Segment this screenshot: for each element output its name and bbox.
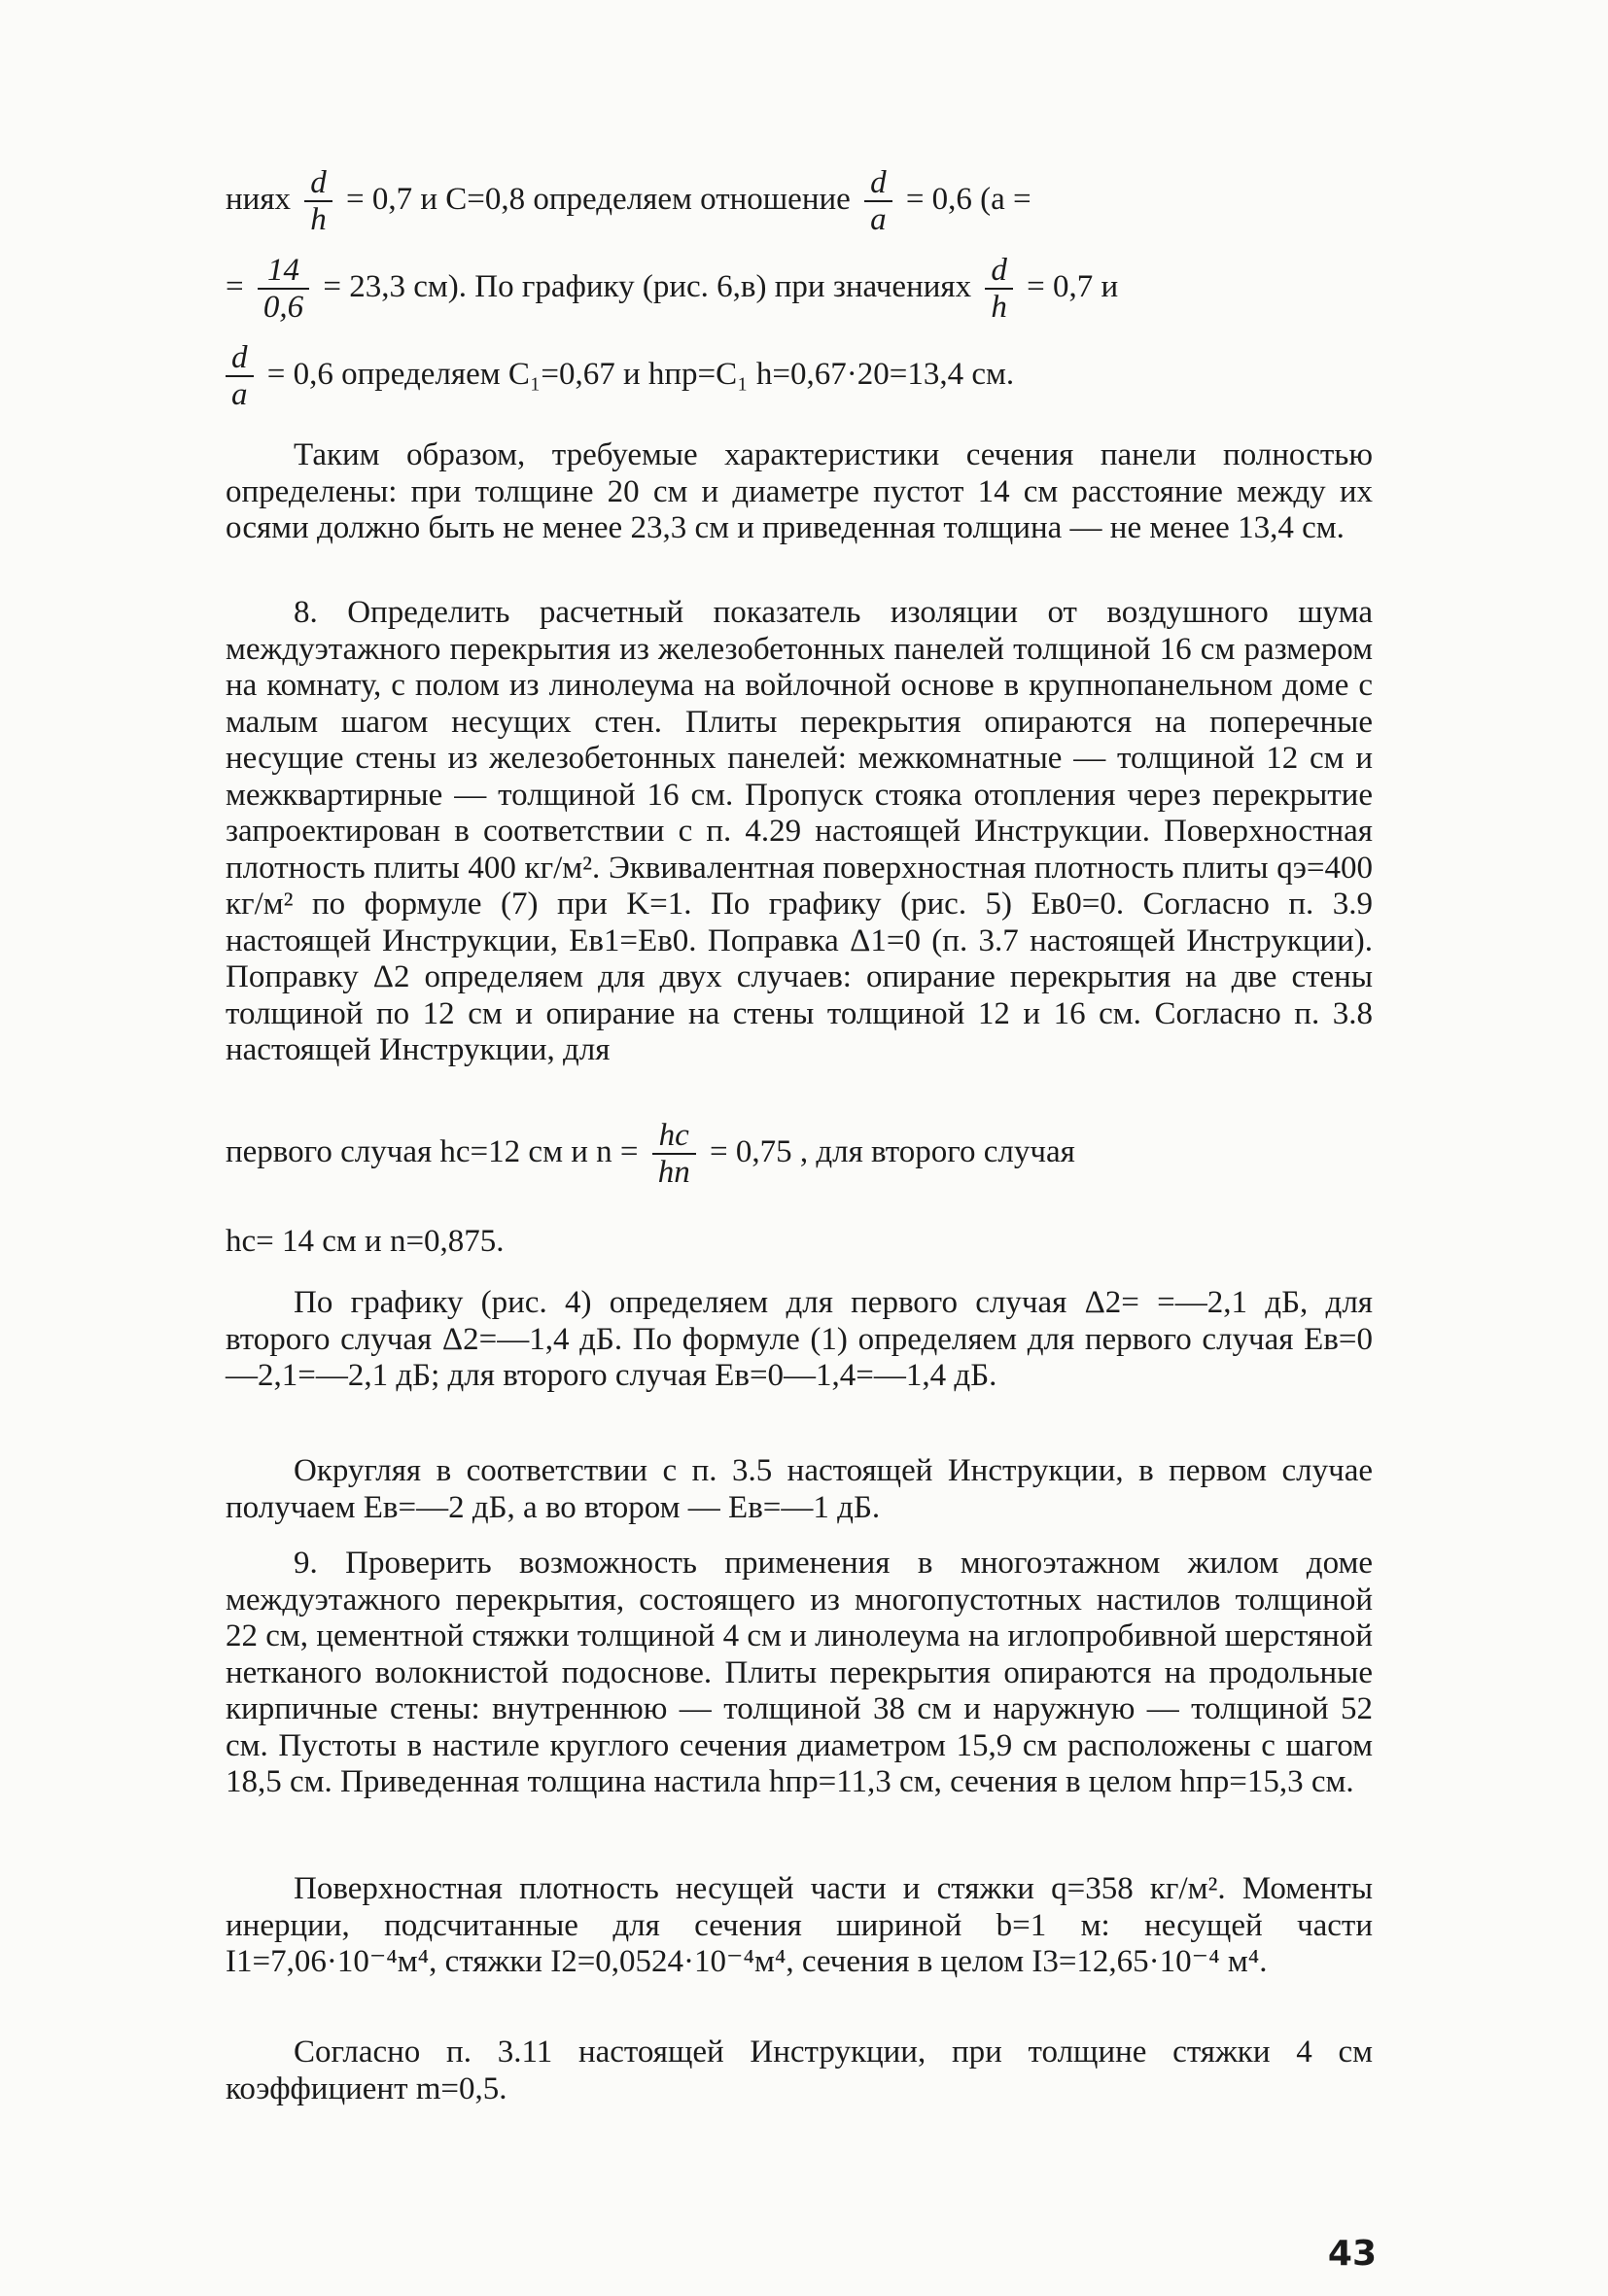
fraction-denominator: hп bbox=[657, 1155, 690, 1191]
fraction-hc-over-hp bbox=[652, 1118, 696, 1191]
fraction-numerator: d bbox=[304, 165, 332, 202]
text-fragment: первого случая hс=12 см и n = bbox=[226, 1133, 639, 1169]
fraction-denominator: h bbox=[310, 202, 327, 238]
fraction-numerator: 14 bbox=[258, 253, 309, 290]
paragraph-surface-density: Поверхностная плотность несущей части и стяжки q=358 кг/м². Моменты инерции, подсчитанные для сечения шириной b=1 м: несущей части I1=7,06·10⁻⁴м⁴, стяжки I2=0,0524·10⁻⁴м⁴, сечения в целом I3=12,65·10⁻⁴ м⁴. bbox=[226, 1871, 1373, 1979]
text-fragment: = 0,6 определяем C₁=0,67 и hпр=C₁ h=0,67·20=13,4 см. bbox=[266, 356, 1015, 392]
formula-line-3 bbox=[226, 340, 1373, 428]
text-fragment: = 23,3 см). По графику (рис. 6,в) при значениях bbox=[323, 268, 972, 304]
paragraph-rounding: Округляя в соответствии с п. 3.5 настоящей Инструкции, в первом случае получаем Eв=—2 дБ, а во втором — Eв=—1 дБ. bbox=[226, 1453, 1373, 1525]
formula-line-1 bbox=[226, 165, 1373, 253]
text-fragment: = 0,6 (a = bbox=[905, 181, 1031, 217]
fraction-14-over-06 bbox=[258, 253, 309, 326]
fraction-numerator: d bbox=[985, 253, 1013, 290]
case-formula-line-1 bbox=[226, 1118, 1373, 1210]
case-formula bbox=[226, 1118, 1373, 1259]
fraction-numerator: d bbox=[226, 340, 254, 377]
text-fragment: ниях bbox=[226, 181, 291, 217]
paragraph-conclusion: Таким образом, требуемые характеристики сечения панели полностью определены: при толщине 20 см и диаметре пустот 14 см расстояние между их осями должно быть не менее 23,3 см и приведенная толщина — не менее 13,4 см. bbox=[226, 437, 1373, 545]
text-fragment: = 0,7 и bbox=[1027, 268, 1119, 304]
case-formula-line-2: hс= 14 см и n=0,875. bbox=[226, 1224, 505, 1259]
paragraph-task-8: 8. Определить расчетный показатель изоляции от воздушного шума междуэтажного перекрытия из железобетонных панелей толщиной 16 см размером на комнату, с полом из линолеума на войлочной основе в крупнопанельном доме с малым шагом несущих стен. Плиты перекрытия опираются на поперечные несущие стены из железобетонных панелей: межкомнатные — толщиной 12 см и межквартирные — толщиной 16 см. Пропуск стояка отопления через перекрытие запроектирован в соответствии с п. 4.29 настоящей Инструкции. Поверхностная плотность плиты 400 кг/м². Эквивалентная поверхностная плотность плиты qэ=400 кг/м² по формуле (7) при K=1. По графику (рис. 5) Eв0=0. Согласно п. 3.9 настоящей Инструкции, Eв1=Eв0. Поправка Δ1=0 (п. 3.7 настоящей Инструкции). Поправку Δ2 определяем для двух случаев: опирание перекрытия на две стены толщиной по 12 см и опирание на стены толщиной 12 и 16 см. Согласно п. 3.8 настоящей Инструкции, для bbox=[226, 595, 1373, 1067]
fraction-numerator: hс bbox=[652, 1118, 696, 1155]
paragraph-coefficient: Согласно п. 3.11 настоящей Инструкции, при толщине стяжки 4 см коэффициент m=0,5. bbox=[226, 2035, 1373, 2106]
text-fragment: = 0,7 и C=0,8 определяем отношение bbox=[346, 181, 851, 217]
fraction-denominator: 0,6 bbox=[262, 290, 304, 326]
paragraph-task-9: 9. Проверить возможность применения в многоэтажном жилом доме междуэтажного перекрытия, состоящего из многопустотных настилов толщиной 22 см, цементной стяжки толщиной 4 см и линолеума на иглопробивной шерстяной нетканого волокнистой подоснове. Плиты перекрытия опираются на продольные кирпичные стены: внутреннюю — толщиной 38 см и наружную — толщиной 52 см. Пустоты в настиле круглого сечения диаметром 15,9 см расположены с шагом 18,5 см. Приведенная толщина настила hпр=11,3 см, сечения в целом hпр=15,3 см. bbox=[226, 1546, 1373, 1799]
fraction-d-over-h bbox=[985, 253, 1013, 326]
fraction-denominator: a bbox=[231, 377, 248, 413]
page-number: 43 bbox=[1327, 2234, 1377, 2274]
fraction-d-over-h bbox=[304, 165, 332, 238]
fraction-d-over-a bbox=[864, 165, 892, 238]
text-fragment: = 0,75 , для второго случая bbox=[709, 1133, 1075, 1169]
formula-line-2 bbox=[226, 253, 1373, 340]
fraction-denominator: h bbox=[991, 290, 1007, 326]
text-fragment: = bbox=[226, 268, 244, 304]
fraction-numerator: d bbox=[864, 165, 892, 202]
formula-block bbox=[226, 165, 1373, 428]
fraction-denominator: a bbox=[870, 202, 887, 238]
paragraph-graph-results: По графику (рис. 4) определяем для первого случая Δ2= =—2,1 дБ, для второго случая Δ2=—1,4 дБ. По формуле (1) определяем для первого случая Eв=0—2,1=—2,1 дБ; для второго случая Eв=0—1,4=—1,4 дБ. bbox=[226, 1285, 1373, 1393]
fraction-d-over-a bbox=[226, 340, 254, 413]
